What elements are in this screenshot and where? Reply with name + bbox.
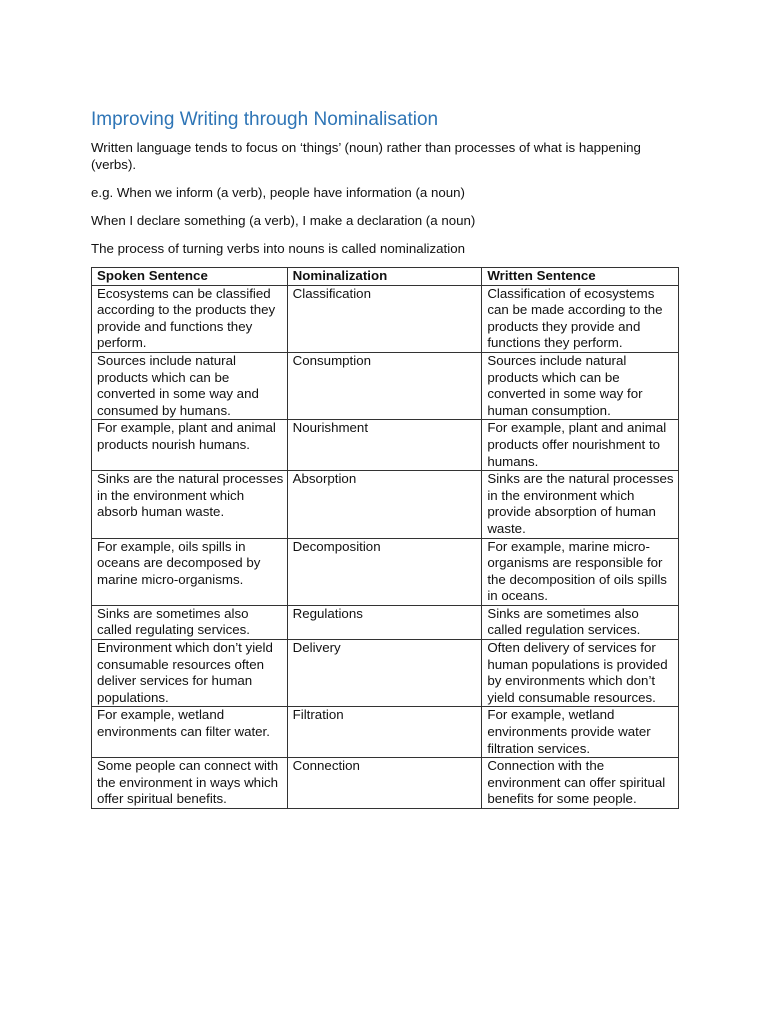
nominalization-cell: Filtration [287,707,482,758]
table-row [92,640,679,707]
spoken-sentence-cell: For example, wetland environments can filter water. [92,707,288,758]
nominalization-cell: Decomposition [287,538,482,605]
header-spoken-sentence: Spoken Sentence [92,268,288,286]
table-row [92,707,679,758]
written-sentence-cell: Often delivery of services for human populations is provided by environments which don’t yield consumable resources. [482,640,679,707]
document-page [91,108,681,809]
nominalization-cell: Connection [287,758,482,809]
written-sentence-cell: Classification of ecosystems can be made according to the products they provide and functions they perform. [482,285,679,352]
written-sentence-cell: Connection with the environment can offer spiritual benefits for some people. [482,758,679,809]
definition-paragraph: The process of turning verbs into nouns is called nominalization [91,241,465,256]
spoken-sentence-cell: Sinks are sometimes also called regulating services. [92,605,288,639]
table-row [92,538,679,605]
table-row [92,758,679,809]
table-row [92,605,679,639]
written-sentence-cell: Sources include natural products which can be converted in some way for human consumption. [482,352,679,419]
document-title: Improving Writing through Nominalisation [91,109,439,130]
written-sentence-cell: Sinks are the natural processes in the environment which provide absorption of human waste. [482,471,679,538]
nominalization-cell: Consumption [287,352,482,419]
written-sentence-cell: For example, marine micro-organisms are responsible for the decomposition of oils spills in oceans. [482,538,679,605]
written-sentence-cell: For example, plant and animal products offer nourishment to humans. [482,420,679,471]
nominalization-cell: Nourishment [287,420,482,471]
table-row [92,352,679,419]
spoken-sentence-cell: Ecosystems can be classified according to the products they provide and functions they perform. [92,285,288,352]
nominalization-cell: Absorption [287,471,482,538]
spoken-sentence-cell: Sources include natural products which can be converted in some way and consumed by humans. [92,352,288,419]
spoken-sentence-cell: For example, plant and animal products nourish humans. [92,420,288,471]
table-row [92,285,679,352]
nominalization-table [91,267,679,809]
spoken-sentence-cell: Some people can connect with the environment in ways which offer spiritual benefits. [92,758,288,809]
table-row [92,471,679,538]
spoken-sentence-cell: Sinks are the natural processes in the environment which absorb human waste. [92,471,288,538]
spoken-sentence-cell: For example, oils spills in oceans are decomposed by marine micro-organisms. [92,538,288,605]
example-inform-paragraph: e.g. When we inform (a verb), people have information (a noun) [91,185,465,200]
written-sentence-cell: For example, wetland environments provide water filtration services. [482,707,679,758]
written-sentence-cell: Sinks are sometimes also called regulation services. [482,605,679,639]
table-row [92,420,679,471]
header-nominalization: Nominalization [287,268,482,286]
spoken-sentence-cell: Environment which don’t yield consumable resources often deliver services for human populations. [92,640,288,707]
intro-paragraph: Written language tends to focus on ‘things’ (noun) rather than processes of what is happening (verbs). [91,140,641,172]
example-declare-paragraph: When I declare something (a verb), I make a declaration (a noun) [91,213,476,228]
table-header-row [92,268,679,286]
nominalization-cell: Regulations [287,605,482,639]
nominalization-cell: Classification [287,285,482,352]
header-written-sentence: Written Sentence [482,268,679,286]
nominalization-cell: Delivery [287,640,482,707]
